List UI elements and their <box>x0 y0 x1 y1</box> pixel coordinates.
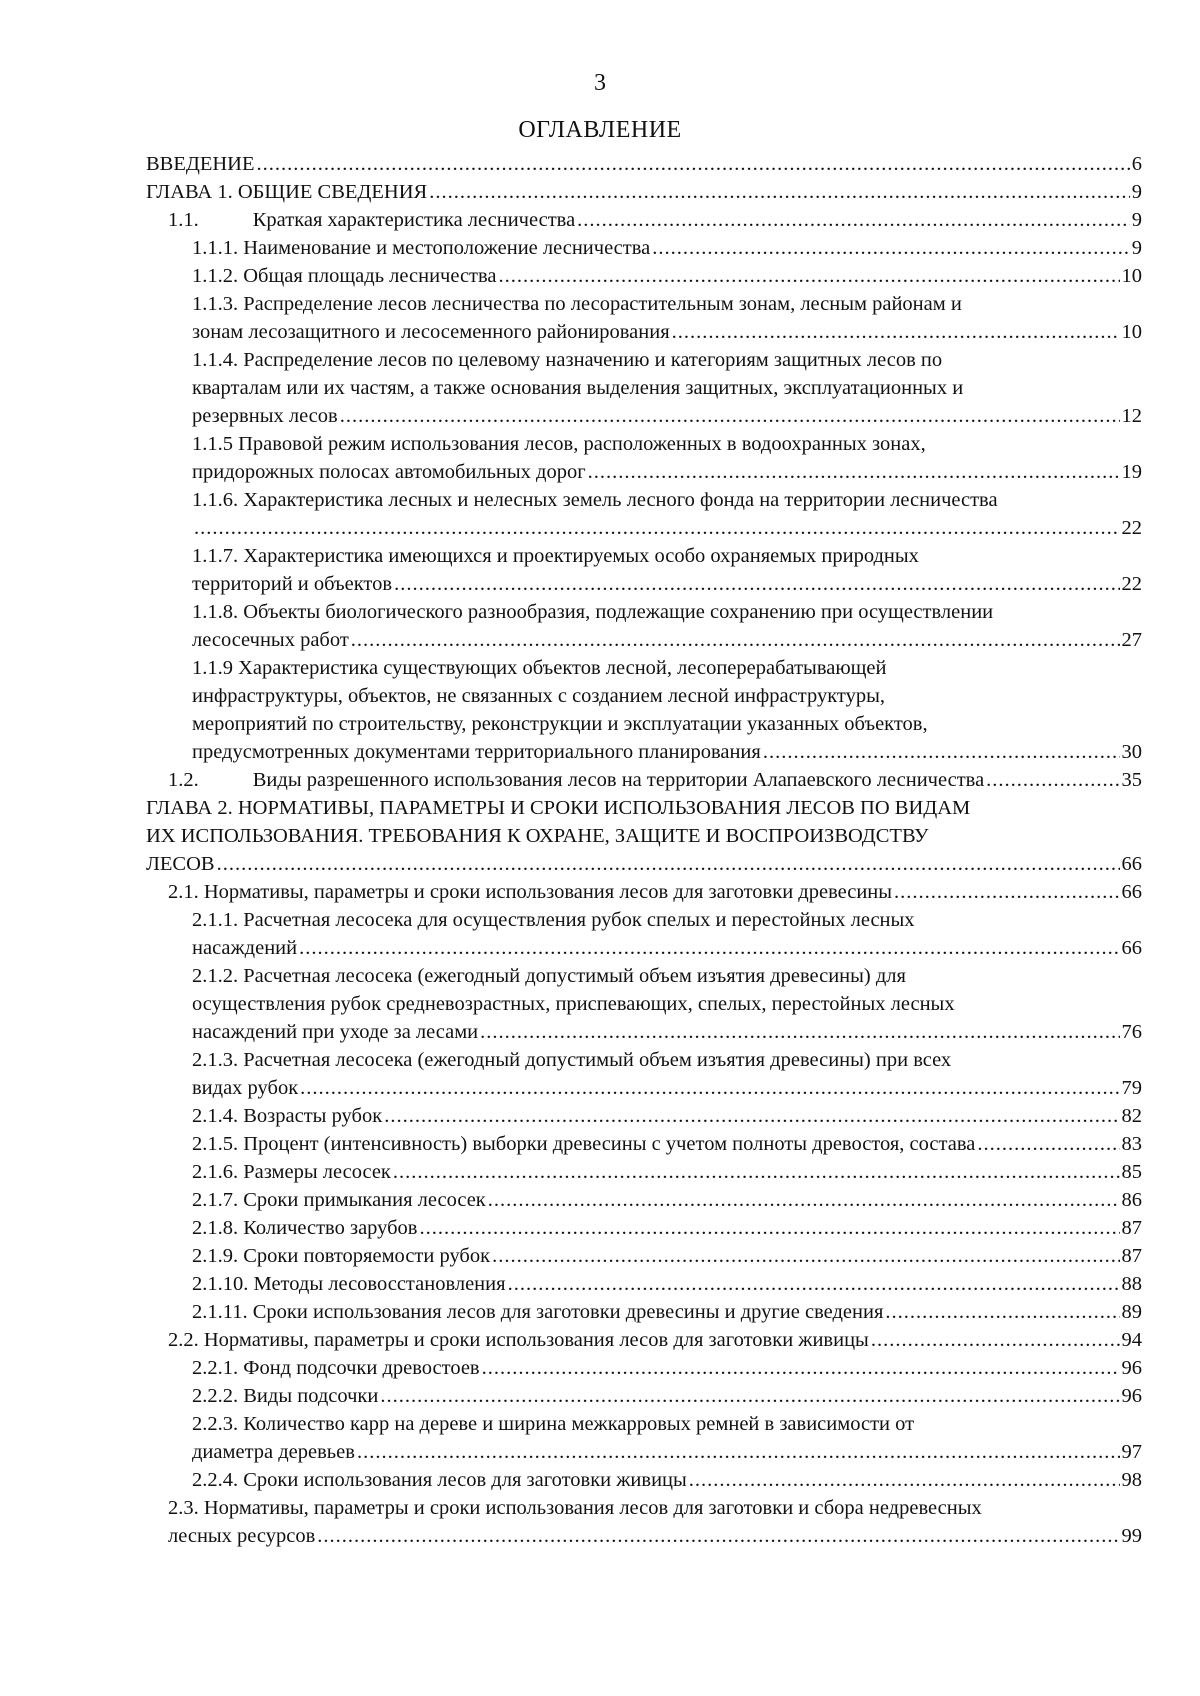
toc-entry-text-line: мероприятий по строительству, реконструкции и эксплуатации указанных объектов, <box>192 713 928 735</box>
toc-entry[interactable] <box>146 1186 1142 1214</box>
toc-entry[interactable] <box>146 906 1142 962</box>
toc-entry[interactable] <box>146 206 1142 234</box>
toc-leader-dots <box>689 1466 1120 1494</box>
toc-entry-title: 2.1.7. Сроки примыкания лесосек <box>192 1189 486 1211</box>
toc-entry[interactable] <box>146 654 1142 766</box>
toc-entry-title: Виды разрешенного использования лесов на территории Алапаевского лесничества <box>252 769 985 791</box>
toc-entry-title: 2.1. Нормативы, параметры и сроки использования лесов для заготовки древесины <box>168 881 893 903</box>
toc-entry[interactable] <box>146 1242 1142 1270</box>
toc-entry-number: 1.1. <box>168 209 199 231</box>
toc-entry-title: 2.2.1. Фонд подсочки древостоев <box>192 1357 480 1379</box>
toc-entry-text-line: 1.1.8. Объекты биологического разнообразия, подлежащие сохранению при осуществлении <box>192 601 994 623</box>
toc-page-number: 9 <box>1131 209 1142 231</box>
toc-entry[interactable] <box>146 542 1142 598</box>
toc-entry[interactable] <box>146 794 1142 878</box>
toc-leader-dots <box>977 1130 1119 1158</box>
toc-leader-dots <box>480 1018 1119 1046</box>
toc-entry[interactable] <box>146 1270 1142 1298</box>
toc-entry-text-line: ИХ ИСПОЛЬЗОВАНИЯ. ТРЕБОВАНИЯ К ОХРАНЕ, ЗАЩИТЕ И ВОСПРОИЗВОДСТВУ <box>146 825 929 847</box>
toc-leader-dots <box>588 458 1120 486</box>
toc-page-number: 96 <box>1121 1357 1142 1379</box>
toc-entry-title: ВВЕДЕНИЕ <box>146 153 255 175</box>
toc-leader-dots <box>885 1298 1119 1326</box>
toc-page-number: 88 <box>1121 1273 1142 1295</box>
table-of-contents <box>146 150 1142 1550</box>
toc-leader-dots <box>194 514 1120 542</box>
toc-page-number: 66 <box>1121 853 1142 875</box>
toc-page-number: 35 <box>1121 769 1142 791</box>
toc-entry-title: территорий и объектов <box>192 573 393 595</box>
toc-page-number: 98 <box>1121 1469 1142 1491</box>
toc-leader-dots <box>871 1326 1120 1354</box>
toc-leader-dots <box>763 738 1120 766</box>
toc-leader-dots <box>986 766 1119 794</box>
toc-leader-dots <box>488 1186 1120 1214</box>
toc-entry-title: ГЛАВА 1. ОБЩИЕ СВЕДЕНИЯ <box>146 181 428 203</box>
toc-entry[interactable] <box>146 234 1142 262</box>
toc-entry-title: насаждений при уходе за лесами <box>192 1021 479 1043</box>
toc-leader-dots <box>652 234 1130 262</box>
toc-page-number: 76 <box>1121 1021 1142 1043</box>
toc-entry-title: 1.1.1. Наименование и местоположение лесничества <box>192 237 651 259</box>
toc-entry-text-line: 2.1.2. Расчетная лесосека (ежегодный допустимый объем изъятия древесины) для <box>192 965 906 987</box>
toc-page-number: 87 <box>1121 1245 1142 1267</box>
toc-entry-text-line: 1.1.5 Правовой режим использования лесов, расположенных в водоохранных зонах, <box>192 433 926 455</box>
toc-entry[interactable] <box>146 1158 1142 1186</box>
toc-entry-title: лесосечных работ <box>192 629 349 651</box>
toc-entry[interactable] <box>146 598 1142 654</box>
toc-leader-dots <box>492 1242 1119 1270</box>
toc-entry-title: лесных ресурсов <box>168 1525 316 1547</box>
toc-entry-title: 2.1.5. Процент (интенсивность) выборки древесины с учетом полноты древостоя, состава <box>192 1133 976 1155</box>
toc-page-number: 22 <box>1121 573 1142 595</box>
page-number: 3 <box>594 70 606 96</box>
toc-page-number: 27 <box>1121 629 1142 651</box>
toc-page-number: 89 <box>1121 1301 1142 1323</box>
toc-page-number: 10 <box>1121 265 1142 287</box>
toc-leader-dots <box>393 1158 1120 1186</box>
toc-page-number: 86 <box>1121 1189 1142 1211</box>
toc-page-number: 10 <box>1121 321 1142 343</box>
toc-page-number: 66 <box>1121 937 1142 959</box>
toc-leader-dots <box>351 626 1120 654</box>
toc-entry-title: 2.1.8. Количество зарубов <box>192 1217 418 1239</box>
toc-entry-text-line: 1.1.7. Характеристика имеющихся и проектируемых особо охраняемых природных <box>192 545 919 567</box>
toc-entry-text-line: 2.3. Нормативы, параметры и сроки использования лесов для заготовки и сбора недревесных <box>168 1497 982 1519</box>
toc-entry-text-line: 2.2.3. Количество карр на дереве и ширина межкарровых ремней в зависимости от <box>192 1413 915 1435</box>
toc-page-number: 99 <box>1121 1525 1142 1547</box>
toc-entry[interactable] <box>146 430 1142 486</box>
toc-entry-title: 1.1.2. Общая площадь лесничества <box>192 265 497 287</box>
toc-entry-text-line: кварталам или их частям, а также основания выделения защитных, эксплуатационных и <box>192 377 964 399</box>
toc-entry[interactable] <box>146 766 1142 794</box>
toc-leader-dots <box>508 1270 1120 1298</box>
toc-title: ОГЛАВЛЕНИЕ <box>518 117 682 143</box>
toc-page-number: 6 <box>1131 153 1142 175</box>
toc-page-number: 19 <box>1121 461 1142 483</box>
toc-page-number: 12 <box>1121 405 1142 427</box>
toc-leader-dots <box>384 1102 1119 1130</box>
toc-leader-dots <box>499 262 1120 290</box>
toc-leader-dots <box>894 878 1119 906</box>
toc-entry[interactable] <box>146 1214 1142 1242</box>
toc-entry[interactable] <box>146 1326 1142 1354</box>
toc-entry-text-line: 2.1.1. Расчетная лесосека для осуществления рубок спелых и перестойных лесных <box>192 909 915 931</box>
toc-entry-title: 2.1.10. Методы лесовосстановления <box>192 1273 506 1295</box>
toc-page-number: 30 <box>1121 741 1142 763</box>
toc-page-number: 87 <box>1121 1217 1142 1239</box>
toc-entry-text-line: 1.1.9 Характеристика существующих объектов лесной, лесоперерабатывающей <box>192 657 887 679</box>
toc-page-number: 9 <box>1131 181 1142 203</box>
toc-entry[interactable] <box>146 1494 1142 1550</box>
toc-entry-title: 2.2.2. Виды подсочки <box>192 1385 379 1407</box>
toc-entry[interactable] <box>146 878 1142 906</box>
toc-page-number: 96 <box>1121 1385 1142 1407</box>
toc-leader-dots <box>394 570 1119 598</box>
toc-entry[interactable] <box>146 346 1142 430</box>
toc-entry-title: ЛЕСОВ <box>146 853 215 875</box>
toc-leader-dots <box>380 1382 1119 1410</box>
toc-entry-title: предусмотренных документами территориального планирования <box>192 741 761 763</box>
toc-entry[interactable] <box>146 1466 1142 1494</box>
toc-leader-dots <box>420 1214 1120 1242</box>
toc-page-number: 97 <box>1121 1441 1142 1463</box>
toc-leader-dots <box>577 206 1130 234</box>
toc-entry-title: 2.1.4. Возрасты рубок <box>192 1105 383 1127</box>
toc-page-number: 79 <box>1121 1077 1142 1099</box>
toc-entry[interactable] <box>146 1354 1142 1382</box>
toc-page-number: 22 <box>1121 517 1142 539</box>
toc-entry[interactable] <box>146 262 1142 290</box>
toc-entry-title: зонам лесозащитного и лесосеменного районирования <box>192 321 670 343</box>
toc-leader-dots <box>429 178 1130 206</box>
toc-entry-title: насаждений <box>192 937 298 959</box>
toc-leader-dots <box>482 1354 1120 1382</box>
toc-entry[interactable] <box>146 962 1142 1046</box>
toc-page-number: 82 <box>1121 1105 1142 1127</box>
toc-entry-title: 2.2. Нормативы, параметры и сроки использования лесов для заготовки живицы <box>168 1329 869 1351</box>
toc-leader-dots <box>357 1438 1120 1466</box>
toc-leader-dots <box>299 934 1119 962</box>
toc-leader-dots <box>300 1074 1119 1102</box>
toc-entry-text-line: 1.1.6. Характеристика лесных и нелесных земель лесного фонда на территории лесничества <box>192 489 998 511</box>
toc-entry-text-line: 2.1.3. Расчетная лесосека (ежегодный допустимый объем изъятия древесины) при всех <box>192 1049 952 1071</box>
toc-page-number: 83 <box>1121 1133 1142 1155</box>
toc-entry-title: резервных лесов <box>192 405 338 427</box>
toc-leader-dots <box>672 318 1120 346</box>
toc-entry[interactable] <box>146 1382 1142 1410</box>
toc-page-number: 9 <box>1131 237 1142 259</box>
toc-page-number: 85 <box>1121 1161 1142 1183</box>
toc-entry-number: 1.2. <box>168 769 199 791</box>
toc-entry-title: придорожных полосах автомобильных дорог <box>192 461 586 483</box>
toc-entry-text-line: 1.1.4. Распределение лесов по целевому назначению и категориям защитных лесов по <box>192 349 943 371</box>
toc-entry[interactable] <box>146 486 1142 542</box>
toc-entry-title: Краткая характеристика лесничества <box>252 209 576 231</box>
toc-entry-text-line: осуществления рубок средневозрастных, приспевающих, спелых, перестойных лесных <box>192 993 955 1015</box>
toc-page-number: 94 <box>1121 1329 1142 1351</box>
toc-entry-title: 2.2.4. Сроки использования лесов для заготовки живицы <box>192 1469 687 1491</box>
toc-leader-dots <box>257 150 1130 178</box>
toc-leader-dots <box>340 402 1120 430</box>
toc-entry[interactable] <box>146 1410 1142 1466</box>
toc-entry-text-line: ГЛАВА 2. НОРМАТИВЫ, ПАРАМЕТРЫ И СРОКИ ИСПОЛЬЗОВАНИЯ ЛЕСОВ ПО ВИДАМ <box>146 797 971 819</box>
toc-entry-title: 2.1.11. Сроки использования лесов для заготовки древесины и другие сведения <box>192 1301 884 1323</box>
toc-entry-title: диаметра деревьев <box>192 1441 355 1463</box>
toc-entry-title: видах рубок <box>192 1077 299 1099</box>
toc-entry[interactable] <box>146 178 1142 206</box>
toc-entry[interactable] <box>146 1130 1142 1158</box>
toc-entry[interactable] <box>146 290 1142 346</box>
toc-entry[interactable] <box>146 1102 1142 1130</box>
toc-leader-dots <box>317 1522 1119 1550</box>
toc-entry[interactable] <box>146 1298 1142 1326</box>
toc-entry-text-line: 1.1.3. Распределение лесов лесничества по лесорастительным зонам, лесным районам и <box>192 293 962 315</box>
toc-entry-text-line: инфраструктуры, объектов, не связанных с созданием лесной инфраструктуры, <box>192 685 885 707</box>
toc-entry-title: 2.1.6. Размеры лесосек <box>192 1161 391 1183</box>
toc-entry-title: 2.1.9. Сроки повторяемости рубок <box>192 1245 491 1267</box>
toc-entry[interactable] <box>146 150 1142 178</box>
toc-entry[interactable] <box>146 1046 1142 1102</box>
toc-leader-dots <box>217 850 1120 878</box>
toc-page-number: 66 <box>1121 881 1142 903</box>
